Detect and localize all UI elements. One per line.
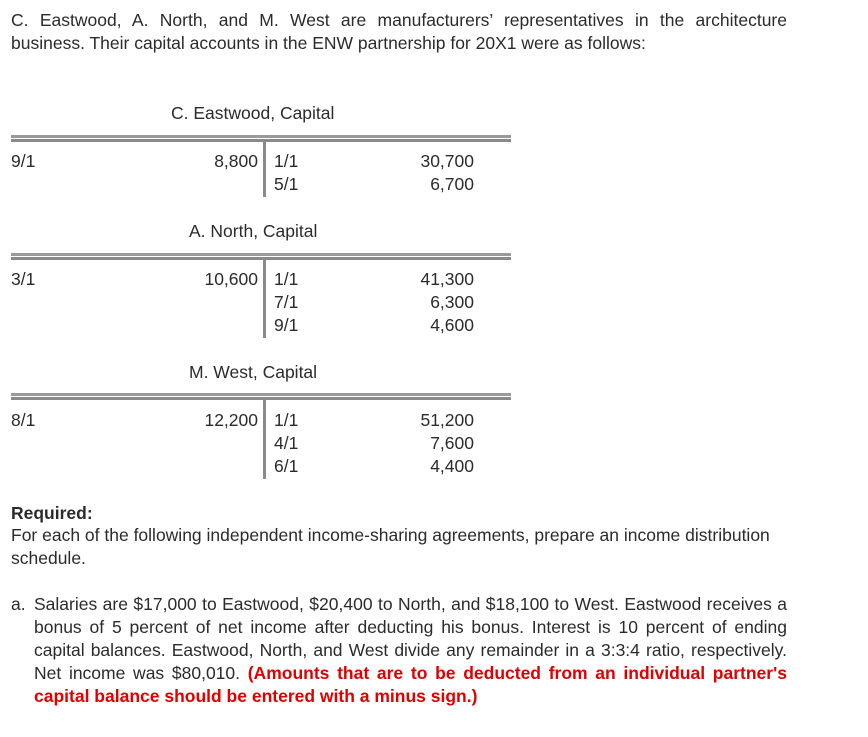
t-account-title: C. Eastwood, Capital [171, 103, 335, 123]
credit-date: 5/1 [274, 174, 299, 194]
required-heading: Required: [11, 503, 93, 523]
credit-date: 1/1 [274, 410, 299, 430]
t-account-bar [11, 393, 511, 396]
credit-date: 7/1 [274, 292, 299, 312]
credit-amount: 6,300 [430, 292, 474, 312]
item-note: (Amounts that are to be deducted from an individual partner's capital balance should be entered with a minus sign.) [34, 663, 787, 706]
credit-date: 6/1 [274, 456, 299, 476]
t-account-title: A. North, Capital [189, 221, 318, 241]
credit-amount: 51,200 [420, 410, 474, 430]
credit-amount: 4,600 [430, 315, 474, 335]
credit-amount: 7,600 [430, 433, 474, 453]
requirement-item-a [11, 593, 787, 708]
t-account-title: M. West, Capital [189, 362, 318, 382]
t-account-bar [11, 135, 511, 138]
item-label: a. [11, 594, 26, 614]
item-text-wrapper [34, 593, 787, 708]
required-body: For each of the following independent income-sharing agreements, prepare an income distribution schedule. [11, 525, 770, 568]
debit-amount: 8,800 [214, 151, 258, 171]
credit-amount: 4,400 [430, 456, 474, 476]
debit-date: 8/1 [11, 410, 36, 430]
debit-amount: 10,600 [204, 269, 258, 289]
t-account-bar [11, 253, 511, 256]
credit-amount: 6,700 [430, 174, 474, 194]
credit-amount: 41,300 [420, 269, 474, 289]
credit-date: 4/1 [274, 433, 299, 453]
item-text: Salaries are $17,000 to Eastwood, $20,400 to North, and $18,100 to West. Eastwood receives a bonus of 5 percent of net income after deducting his bonus. Interest is 10 percent of ending capital balances. Eastwood, North, and West divide any remainder in a 3:3:4 ratio, respectively. Net income was $80,010. [34, 594, 787, 683]
credit-amount: 30,700 [420, 151, 474, 171]
credit-date: 9/1 [274, 315, 299, 335]
credit-date: 1/1 [274, 151, 299, 171]
credit-date: 1/1 [274, 269, 299, 289]
debit-date: 3/1 [11, 269, 36, 289]
debit-amount: 12,200 [204, 410, 258, 430]
t-account-divider [263, 400, 266, 479]
t-account-divider [263, 260, 266, 338]
problem-intro: C. Eastwood, A. North, and M. West are manufacturers’ representatives in the architecture business. Their capital accounts in the ENW partnership for 20X1 were as follows: [11, 10, 787, 53]
debit-date: 9/1 [11, 151, 36, 171]
t-account-divider [263, 142, 266, 197]
